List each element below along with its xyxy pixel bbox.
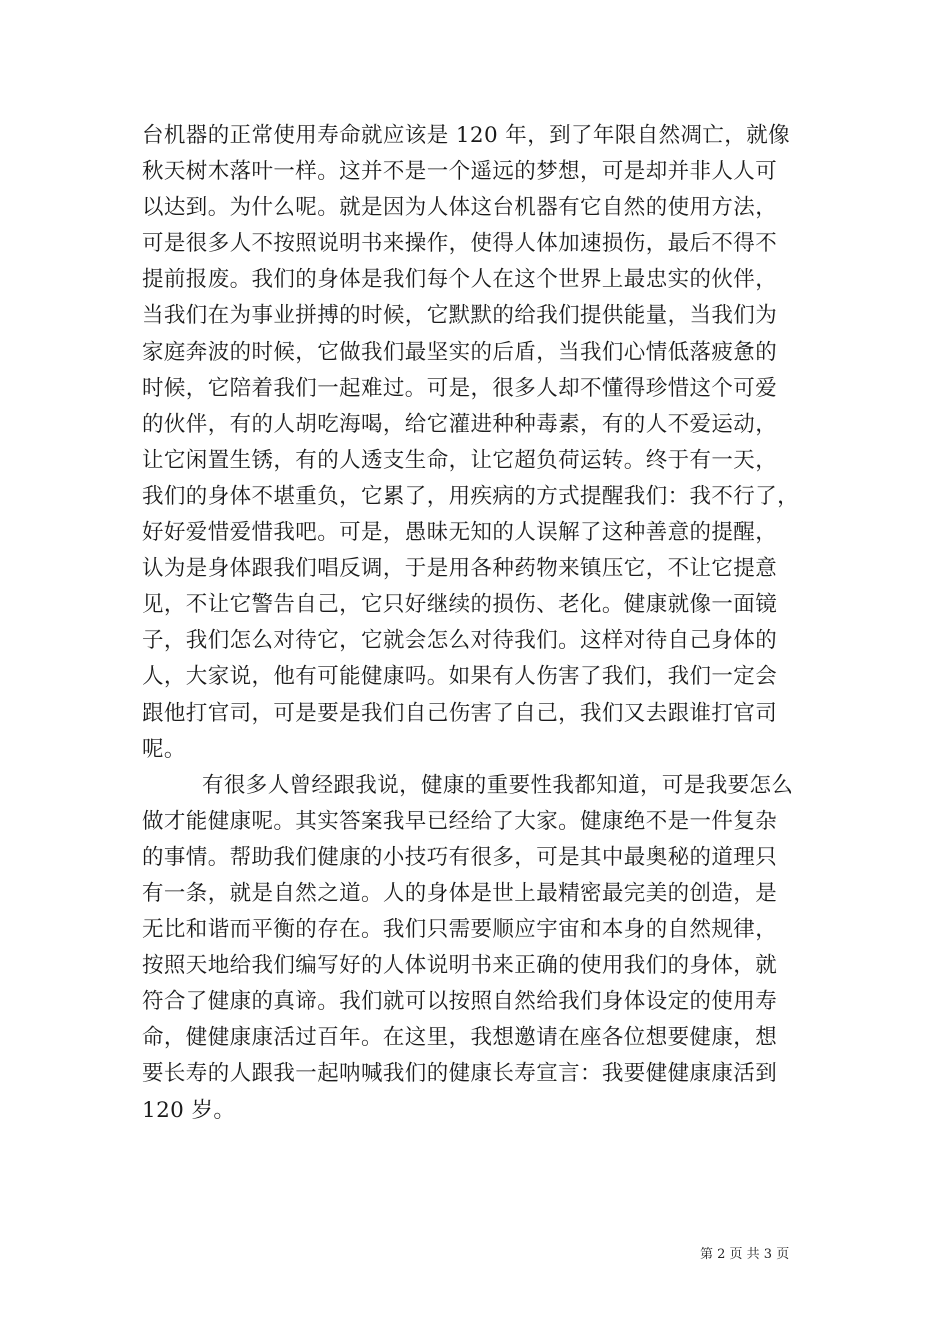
paragraph-1 xyxy=(142,118,832,768)
text-line: 命，健健康康活过百年。在这里，我想邀请在座各位想要健康，想 xyxy=(142,1025,778,1051)
text-line: 做才能健康呢。其实答案我早已经给了大家。健康绝不是一件复杂 xyxy=(142,808,778,834)
text-line: 符合了健康的真谛。我们就可以按照自然给我们身体设定的使用寿 xyxy=(142,989,778,1015)
paragraph-2 xyxy=(142,768,832,1129)
text-line: 呢。 xyxy=(142,736,186,762)
text-line: 我们的身体不堪重负，它累了，用疾病的方式提醒我们：我不行了， xyxy=(142,483,800,509)
page-number-footer: 第 2 页 共 3 页 xyxy=(700,1247,790,1262)
text-line: 有很多人曾经跟我说，健康的重要性我都知道，可是我要怎么 xyxy=(202,772,794,798)
text-line: 可是很多人不按照说明书来操作，使得人体加速损伤，最后不得不 xyxy=(142,231,778,257)
text-line: 台机器的正常使用寿命就应该是 120 年，到了年限自然凋亡，就像 xyxy=(142,123,791,148)
text-line: 跟他打官司，可是要是我们自己伤害了自己，我们又去跟谁打官司 xyxy=(142,700,778,726)
text-line: 时候，它陪着我们一起难过。可是，很多人却不懂得珍惜这个可爱 xyxy=(142,375,778,401)
text-line: 让它闲置生锈，有的人透支生命，让它超负荷运转。终于有一天， xyxy=(142,447,778,473)
text-line: 家庭奔波的时候，它做我们最坚实的后盾，当我们心情低落疲惫的 xyxy=(142,339,778,365)
text-line: 认为是身体跟我们唱反调，于是用各种药物来镇压它，不让它提意 xyxy=(142,556,778,582)
text-line: 120 岁。 xyxy=(142,1097,236,1123)
text-line: 当我们在为事业拼搏的时候，它默默的给我们提供能量，当我们为 xyxy=(142,303,778,329)
text-line: 有一条，就是自然之道。人的身体是世上最精密最完美的创造，是 xyxy=(142,880,778,906)
text-line: 按照天地给我们编写好的人体说明书来正确的使用我们的身体，就 xyxy=(142,953,778,979)
text-line: 提前报废。我们的身体是我们每个人在这个世界上最忠实的伙伴， xyxy=(142,267,778,293)
text-line: 好好爱惜爱惜我吧。可是，愚昧无知的人误解了这种善意的提醒， xyxy=(142,520,778,546)
text-line: 人，大家说，他有可能健康吗。如果有人伤害了我们，我们一定会 xyxy=(142,664,778,690)
text-line: 的伙伴，有的人胡吃海喝，给它灌进种种毒素，有的人不爱运动， xyxy=(142,411,778,437)
text-line: 的事情。帮助我们健康的小技巧有很多，可是其中最奥秘的道理只 xyxy=(142,844,778,870)
text-line: 无比和谐而平衡的存在。我们只需要顺应宇宙和本身的自然规律， xyxy=(142,917,778,943)
body-text xyxy=(142,118,832,1129)
text-line: 见，不让它警告自己，它只好继续的损伤、老化。健康就像一面镜 xyxy=(142,592,778,618)
text-line: 子，我们怎么对待它，它就会怎么对待我们。这样对待自己身体的 xyxy=(142,628,778,654)
text-line: 秋天树木落叶一样。这并不是一个遥远的梦想，可是却并非人人可 xyxy=(142,159,778,185)
text-line: 要长寿的人跟我一起呐喊我们的健康长寿宣言：我要健健康康活到 xyxy=(142,1061,778,1087)
text-line: 以达到。为什么呢。就是因为人体这台机器有它自然的使用方法， xyxy=(142,195,778,221)
